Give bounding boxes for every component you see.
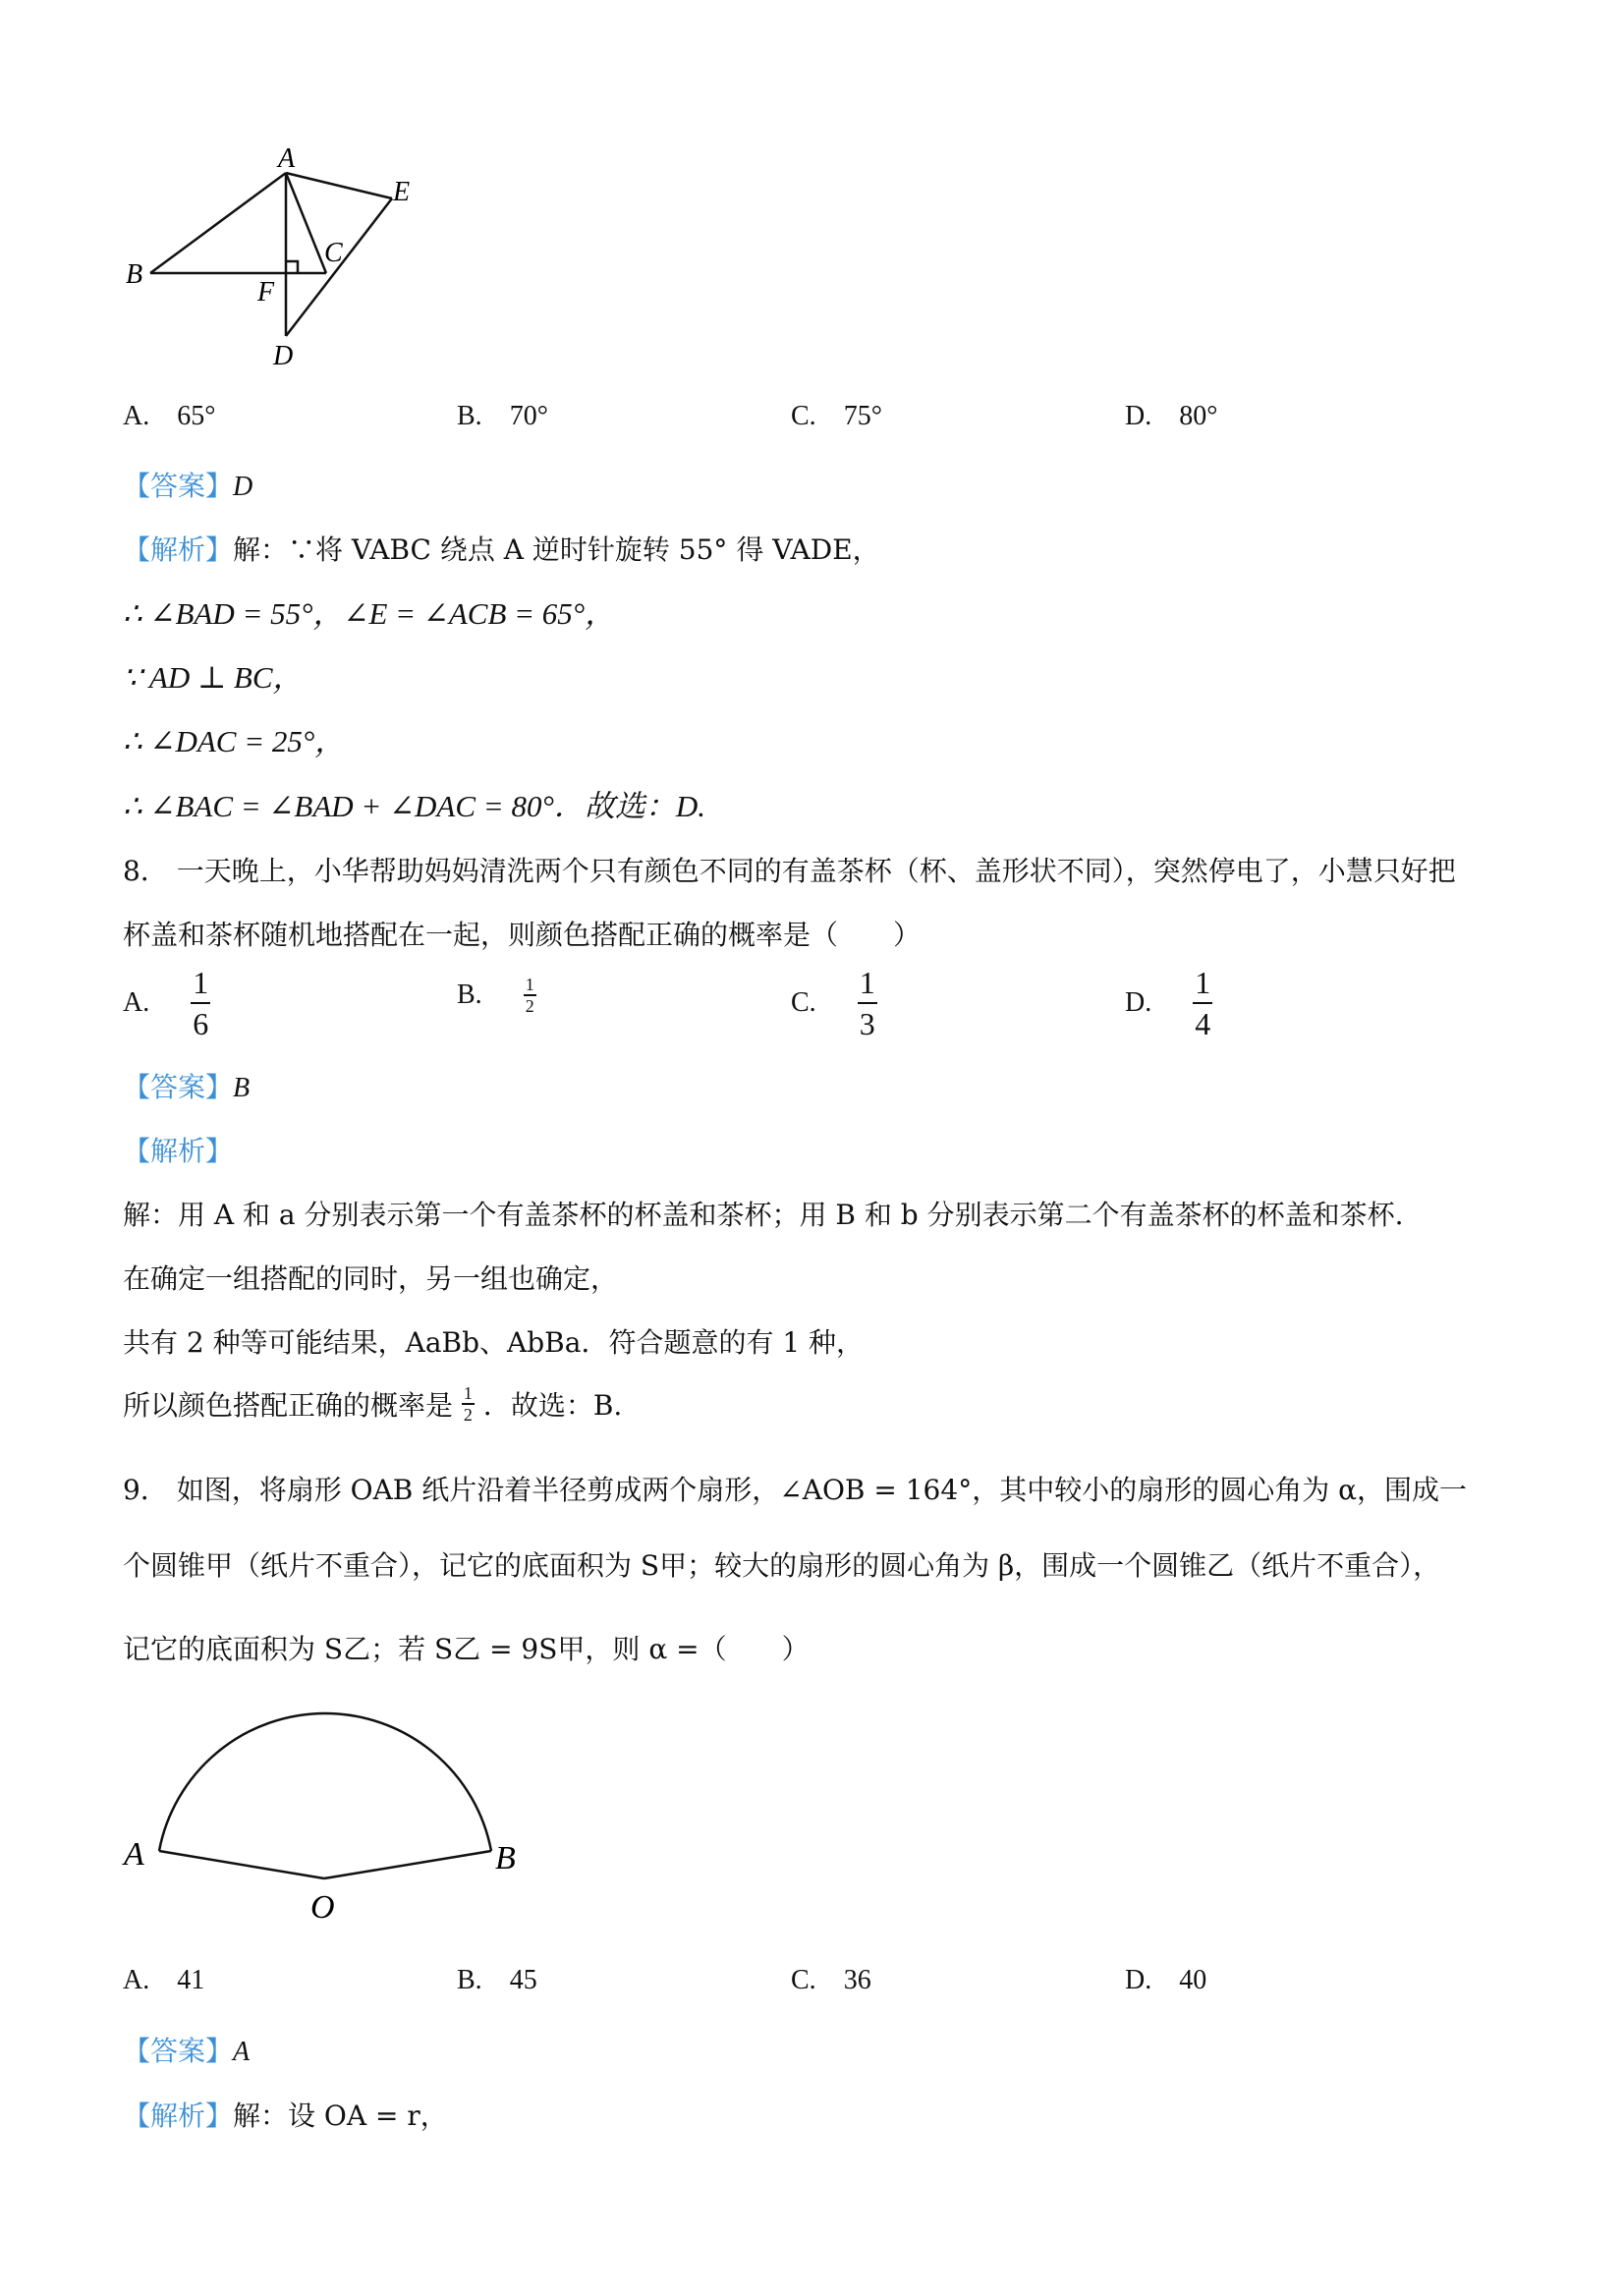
q7-option-b: B. 70° bbox=[457, 401, 548, 431]
q7-analysis-line-1: 【解析】解：∵将 VABC 绕点 A 逆时针旋转 55° 得 VADE， bbox=[123, 533, 880, 566]
q8-analysis-line-3: 共有 2 种等可能结果，AaBb、AbBa．符合题意的有 1 种， bbox=[123, 1326, 865, 1359]
segment-ac bbox=[286, 173, 326, 273]
q9-sector-figure bbox=[108, 1690, 560, 1935]
fraction: $\frac{1}{4}$ bbox=[1195, 965, 1211, 1041]
q9-option-b: B. 45 bbox=[457, 1965, 537, 1995]
q7-analysis-line-2: ∴ ∠BAD = 55°，∠E = ∠ACB = 65°， bbox=[123, 596, 616, 631]
q7-option-d: D. 80° bbox=[1125, 401, 1218, 431]
answer-value: A bbox=[233, 2037, 251, 2067]
label-a: A bbox=[278, 143, 296, 174]
analysis-tag: 【解析】 bbox=[123, 2100, 234, 2132]
radius-ob bbox=[324, 1851, 491, 1878]
q8-option-a: A. $\frac{1}{6}$ bbox=[123, 965, 209, 1041]
label-o: O bbox=[310, 1889, 335, 1926]
fraction: $\frac{1}{2}$ bbox=[525, 975, 534, 1016]
q9-option-c: C. 36 bbox=[791, 1965, 871, 1995]
q9-option-a: A. 41 bbox=[123, 1965, 205, 1995]
label-c: C bbox=[324, 238, 343, 268]
answer-tag: 【答案】 bbox=[123, 470, 234, 502]
q8-analysis-tag: 【解析】 bbox=[123, 1135, 234, 1167]
answer-value: B bbox=[233, 1073, 251, 1103]
q9-analysis: 【解析】解：设 OA = r， bbox=[123, 2100, 448, 2132]
q7-answer bbox=[123, 465, 252, 504]
q7-analysis-line-3: ∵ AD ⊥ BC， bbox=[123, 660, 304, 695]
q7-option-a: A. 65° bbox=[123, 401, 216, 431]
fraction: $\frac{1}{3}$ bbox=[859, 965, 875, 1041]
q7-figure bbox=[118, 138, 432, 373]
label-b: B bbox=[126, 259, 143, 290]
q8-stem-line-2: 杯盖和茶杯随机地搭配在一起，则颜色搭配正确的概率是（ ） bbox=[123, 919, 922, 951]
q9-stem-line-3: 记它的底面积为 S乙；若 S乙 = 9S甲，则 α =（ ） bbox=[123, 1633, 810, 1665]
fraction: $\frac{1}{6}$ bbox=[193, 965, 209, 1041]
q8-stem-line-1: 8． 一天晚上，小华帮助妈妈清洗两个只有颜色不同的有盖茶杯（杯、盖形状不同），突然停电了，小慧只好把 bbox=[123, 855, 1456, 887]
q8-analysis-line-1: 解：用 A 和 a 分别表示第一个有盖茶杯的杯盖和茶杯；用 B 和 b 分别表示第二个有盖茶杯的杯盖和茶杯. bbox=[123, 1199, 1404, 1231]
answer-tag: 【答案】 bbox=[123, 1071, 234, 1103]
q7-option-c: C. 75° bbox=[791, 401, 882, 431]
analysis-tag: 【解析】 bbox=[123, 533, 234, 566]
label-f: F bbox=[257, 277, 275, 308]
segment-ae bbox=[286, 173, 392, 198]
answer-tag: 【答案】 bbox=[123, 2035, 234, 2067]
q8-analysis-line-4: 所以颜色搭配正确的概率是 $\frac{1}{2}$ ．故选：B. bbox=[123, 1383, 623, 1425]
answer-value: D bbox=[233, 472, 253, 502]
q7-analysis-line-5: ∴ ∠BAC = ∠BAD + ∠DAC = 80°．故选：D. bbox=[123, 789, 705, 823]
q9-stem-line-2: 个圆锥甲（纸片不重合），记它的底面积为 S甲；较大的扇形的圆心角为 β，围成一个圆锥乙（纸片不重合）， bbox=[123, 1549, 1441, 1582]
q9-option-d: D. 40 bbox=[1125, 1965, 1207, 1995]
label-a: A bbox=[124, 1836, 144, 1873]
q9-answer bbox=[123, 2030, 250, 2069]
q8-answer bbox=[123, 1066, 250, 1105]
label-e: E bbox=[393, 177, 411, 207]
arc-ab bbox=[159, 1713, 491, 1851]
q8-analysis-line-2: 在确定一组搭配的同时，另一组也确定， bbox=[123, 1262, 619, 1295]
label-b: B bbox=[495, 1840, 516, 1876]
q8-option-d: D. $\frac{1}{4}$ bbox=[1125, 965, 1211, 1041]
q9-stem-line-1: 9． 如图，将扇形 OAB 纸片沿着半径剪成两个扇形，∠AOB = 164°，其中较小的扇形的圆心角为 α，围成一 bbox=[123, 1474, 1467, 1506]
segment-ab bbox=[150, 173, 286, 273]
q8-option-c: C. $\frac{1}{3}$ bbox=[791, 965, 875, 1041]
q8-option-b: B. $\frac{1}{2}$ bbox=[457, 975, 534, 1016]
fraction: $\frac{1}{2}$ bbox=[463, 1383, 473, 1425]
label-d: D bbox=[273, 341, 294, 371]
q7-analysis-line-4: ∴ ∠DAC = 25°， bbox=[123, 724, 346, 758]
right-angle-mark bbox=[286, 261, 298, 273]
radius-oa bbox=[159, 1851, 324, 1878]
